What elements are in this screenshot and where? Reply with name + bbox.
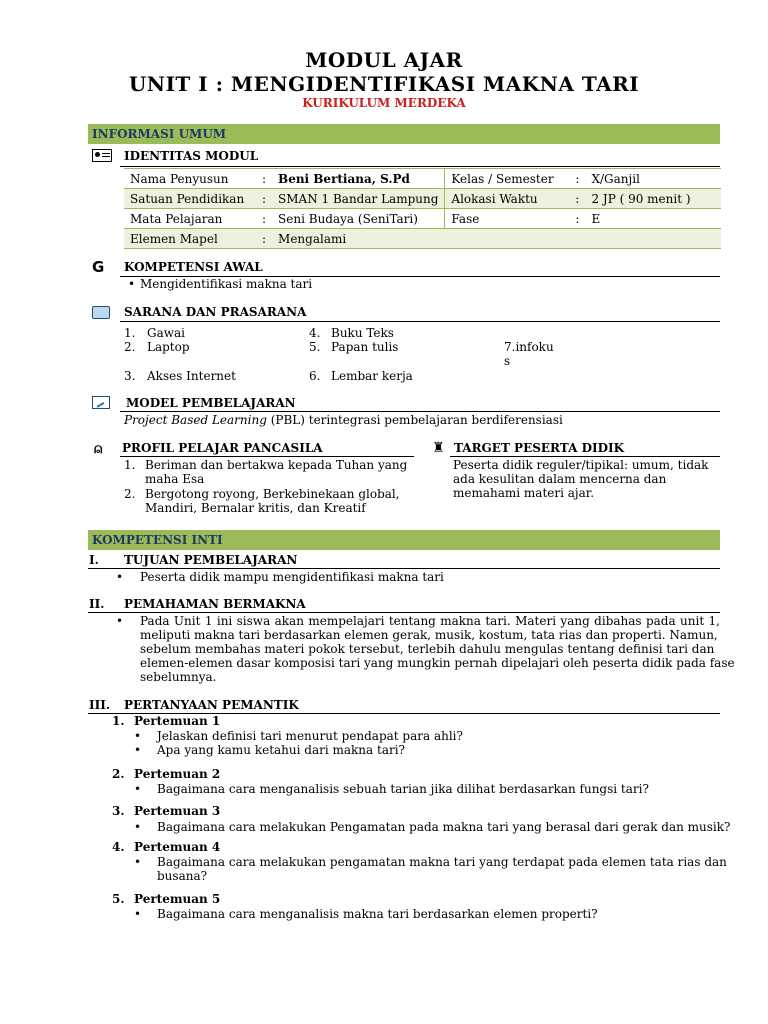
table-row xyxy=(124,209,721,229)
list-number: 5. xyxy=(309,340,321,354)
label-cell: Kelas / Semester xyxy=(445,169,570,189)
model-heading: MODEL PEMBELAJARAN xyxy=(126,396,296,410)
list-item: Bergotong royong, Berkebinekaan global, xyxy=(145,487,400,501)
target-text: Peserta didik reguler/tipikal: umum, tidak xyxy=(453,458,709,472)
question-item: busana? xyxy=(157,869,208,883)
list-number: 3. xyxy=(112,804,125,818)
bullet-icon xyxy=(128,277,135,291)
list-item: Gawai xyxy=(147,326,186,340)
list-item: maha Esa xyxy=(145,472,205,486)
section-band-informasi-umum: INFORMASI UMUM xyxy=(88,124,720,144)
colon-cell: : xyxy=(256,209,272,229)
list-item: Lembar kerja xyxy=(331,369,413,383)
list-item: Papan tulis xyxy=(331,340,399,354)
label-cell: Satuan Pendidikan xyxy=(124,189,256,209)
tujuan-heading: TUJUAN PEMBELAJARAN xyxy=(124,553,298,567)
label-cell: Elemen Mapel xyxy=(124,229,256,249)
bullet-icon xyxy=(116,614,123,628)
model-name: Project Based Learning xyxy=(124,413,267,427)
value-cell: E xyxy=(585,209,721,229)
divider xyxy=(120,411,720,412)
bullet-icon xyxy=(134,729,141,743)
id-card-icon xyxy=(92,149,112,162)
divider xyxy=(120,166,720,167)
list-number: 2. xyxy=(124,340,136,354)
list-item: Laptop xyxy=(147,340,190,354)
label-cell xyxy=(445,229,570,249)
bullet-icon xyxy=(134,855,141,869)
section-number: III. xyxy=(89,698,111,712)
board-icon xyxy=(92,396,110,409)
question-item: Bagaimana cara menganalisis sebuah tarian jika dilihat berdasarkan fungsi tari? xyxy=(157,782,649,796)
question-item: Bagaimana cara melakukan pengamatan makna tari yang terdapat pada elemen tata rias dan xyxy=(157,855,727,869)
section-band-kompetensi-inti: KOMPETENSI INTI xyxy=(88,530,720,550)
list-number: 3. xyxy=(124,369,136,383)
target-text: memahami materi ajar. xyxy=(453,486,595,500)
label-cell: Alokasi Waktu xyxy=(445,189,570,209)
list-item: s xyxy=(504,354,511,368)
list-number: 4. xyxy=(309,326,321,340)
divider xyxy=(450,456,720,457)
model-detail: (PBL) terintegrasi pembelajaran berdiferensiasi xyxy=(266,413,563,427)
student-icon: ♜ xyxy=(432,440,445,456)
bullet-icon xyxy=(134,907,141,921)
divider xyxy=(88,612,720,613)
question-item: Jelaskan definisi tari menurut pendapat para ahli? xyxy=(157,729,463,743)
value-cell xyxy=(585,229,721,249)
device-icon xyxy=(92,306,110,319)
list-item: Buku Teks xyxy=(331,326,394,340)
target-text: ada kesulitan dalam mencerna dan xyxy=(453,472,667,486)
divider xyxy=(120,456,414,457)
pemahaman-heading: PEMAHAMAN BERMAKNA xyxy=(124,597,306,611)
table-row xyxy=(124,169,721,189)
document-unit-title: UNIT I : MENGIDENTIFIKASI MAKNA TARI xyxy=(128,72,640,96)
pertemuan-title: Pertemuan 1 xyxy=(134,714,221,728)
bullet-icon xyxy=(134,782,141,796)
pertemuan-title: Pertemuan 4 xyxy=(134,840,221,854)
curriculum-subtitle: KURIKULUM MERDEKA xyxy=(302,96,466,110)
paragraph-line: meliputi makna tari berdasarkan elemen gerak, musik, kostum, tata rias dan properti. Namun, xyxy=(140,628,718,642)
paragraph-line: elemen-elemen dasar komposisi tari yang mungkin pernah dipelajari oleh peserta didik pada fase xyxy=(140,656,735,670)
list-item: Akses Internet xyxy=(147,369,236,383)
person-icon: ⍝ xyxy=(94,441,103,457)
list-item: Mengidentifikasi makna tari xyxy=(140,277,313,291)
document-title: MODUL AJAR xyxy=(305,48,463,72)
list-item: Peserta didik mampu mengidentifikasi makna tari xyxy=(140,570,444,584)
target-heading: TARGET PESERTA DIDIK xyxy=(454,441,625,455)
label-cell: Fase xyxy=(445,209,570,229)
table-row xyxy=(124,229,721,249)
value-cell: 2 JP ( 90 menit ) xyxy=(585,189,721,209)
divider xyxy=(120,321,720,322)
identitas-table xyxy=(124,168,721,249)
bullet-icon xyxy=(116,570,123,584)
paragraph-line: Pada Unit 1 ini siswa akan mempelajari tentang makna tari. Materi yang dibahas pada unit 1, xyxy=(140,614,720,628)
bullet-icon xyxy=(134,820,141,834)
value-cell: SMAN 1 Bandar Lampung xyxy=(272,189,445,209)
pertanyaan-heading: PERTANYAAN PEMANTIK xyxy=(124,698,299,712)
list-number: 2. xyxy=(124,487,136,501)
pertemuan-title: Pertemuan 2 xyxy=(134,767,221,781)
kompetensi-awal-heading: KOMPETENSI AWAL xyxy=(124,260,263,274)
g-icon: G xyxy=(92,258,105,276)
colon-cell: : xyxy=(256,169,272,189)
identitas-modul-heading: IDENTITAS MODUL xyxy=(124,149,259,163)
pertemuan-title: Pertemuan 3 xyxy=(134,804,221,818)
colon-cell: : xyxy=(256,189,272,209)
list-number: 1. xyxy=(124,458,136,472)
section-number: I. xyxy=(89,553,99,567)
question-item: Bagaimana cara melakukan Pengamatan pada makna tari yang berasal dari gerak dan musik? xyxy=(157,820,731,834)
divider xyxy=(88,568,720,569)
question-item: Apa yang kamu ketahui dari makna tari? xyxy=(157,743,405,757)
list-item: Beriman dan bertakwa kepada Tuhan yang xyxy=(145,458,408,472)
paragraph-line: sebelum membahas materi pokok tersebut, terlebih dahulu mengulas tentang definisi tari dan xyxy=(140,642,715,656)
list-number: 1. xyxy=(124,326,136,340)
value-cell: Mengalami xyxy=(272,229,445,249)
model-description xyxy=(124,413,563,427)
list-item: 7.infoku xyxy=(504,340,554,354)
list-number: 1. xyxy=(112,714,125,728)
section-number: II. xyxy=(89,597,105,611)
profil-heading: PROFIL PELAJAR PANCASILA xyxy=(122,441,323,455)
label-cell: Mata Pelajaran xyxy=(124,209,256,229)
list-number: 5. xyxy=(112,892,125,906)
value-cell: X/Ganjil xyxy=(585,169,721,189)
value-cell: Beni Bertiana, S.Pd xyxy=(272,169,445,189)
paragraph-line: sebelumnya. xyxy=(140,670,217,684)
colon-cell: : xyxy=(569,169,585,189)
table-row xyxy=(124,189,721,209)
list-item: Mandiri, Bernalar kritis, dan Kreatif xyxy=(145,501,366,515)
list-number: 2. xyxy=(112,767,125,781)
label-cell: Nama Penyusun xyxy=(124,169,256,189)
colon-cell: : xyxy=(569,209,585,229)
question-item: Bagaimana cara menganalisis makna tari berdasarkan elemen properti? xyxy=(157,907,598,921)
list-number: 4. xyxy=(112,840,125,854)
colon-cell: : xyxy=(569,189,585,209)
pertemuan-title: Pertemuan 5 xyxy=(134,892,221,906)
colon-cell xyxy=(569,229,585,249)
list-number: 6. xyxy=(309,369,321,383)
value-cell: Seni Budaya (SeniTari) xyxy=(272,209,445,229)
bullet-icon xyxy=(134,743,141,757)
colon-cell: : xyxy=(256,229,272,249)
sarana-heading: SARANA DAN PRASARANA xyxy=(124,305,307,319)
